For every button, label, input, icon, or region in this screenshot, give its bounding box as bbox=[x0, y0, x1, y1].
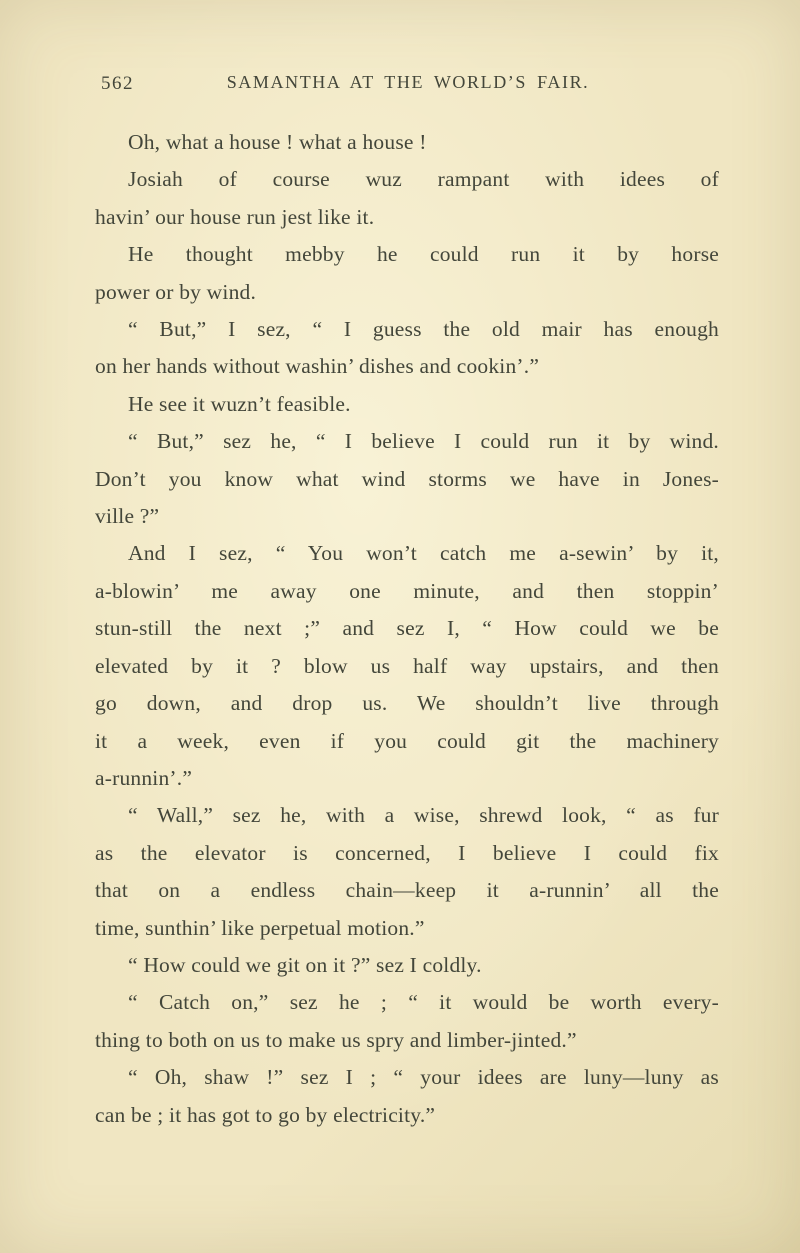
paragraph bbox=[95, 984, 719, 1059]
page-header bbox=[97, 72, 719, 98]
text-line: havin’ our house run jest like it. bbox=[95, 204, 375, 229]
paragraph bbox=[95, 311, 719, 386]
paragraph bbox=[95, 236, 719, 311]
text-line: time, sunthin’ like perpetual motion.” bbox=[95, 915, 425, 940]
text-line: “ Oh, shaw !” sez I ; “ your idees are luny—luny as bbox=[128, 1065, 719, 1090]
text-line: ville ?” bbox=[95, 504, 160, 529]
text-line: thing to both on us to make us spry and limber-jinted.” bbox=[95, 1027, 577, 1052]
text-line: power or by wind. bbox=[95, 279, 257, 304]
text-line: a-blowin’ me away one minute, and then stoppin’ bbox=[95, 578, 719, 603]
text-line: “ Wall,” sez he, with a wise, shrewd look, “ as fur bbox=[128, 803, 719, 828]
text-line: that on a endless chain—keep it a-runnin’ all the bbox=[95, 878, 719, 903]
page-number: 562 bbox=[101, 73, 134, 94]
running-title: SAMANTHA AT THE WORLD’S FAIR. bbox=[226, 72, 590, 92]
text-line: go down, and drop us. We shouldn’t live through bbox=[95, 691, 719, 716]
paragraph bbox=[95, 124, 719, 161]
paragraph bbox=[95, 161, 719, 236]
text-line: a-runnin’.” bbox=[95, 765, 193, 790]
paragraph bbox=[95, 947, 719, 984]
text-line: He thought mebby he could run it by horse bbox=[128, 242, 719, 267]
text-line: elevated by it ? blow us half way upstairs, and then bbox=[95, 653, 719, 678]
paragraph bbox=[95, 797, 719, 947]
paragraph bbox=[95, 386, 719, 423]
text-line: Don’t you know what wind storms we have in Jones- bbox=[95, 466, 719, 491]
text-block bbox=[95, 124, 719, 1134]
text-line: “ But,” sez he, “ I believe I could run it by wind. bbox=[128, 429, 719, 454]
text-line: it a week, even if you could git the machinery bbox=[95, 728, 719, 753]
text-line: on her hands without washin’ dishes and cookin’.” bbox=[95, 354, 540, 379]
text-line: “ Catch on,” sez he ; “ it would be worth every- bbox=[128, 990, 719, 1015]
text-line: And I sez, “ You won’t catch me a-sewin’ by it, bbox=[128, 541, 719, 566]
paragraph bbox=[95, 535, 719, 797]
paragraph bbox=[95, 1059, 719, 1134]
text-line: stun-still the next ;” and sez I, “ How could we be bbox=[95, 616, 719, 641]
paragraph bbox=[95, 423, 719, 535]
text-line: “ How could we git on it ?” sez I coldly. bbox=[128, 952, 482, 977]
text-line: Josiah of course wuz rampant with idees of bbox=[128, 167, 719, 192]
text-line: Oh, what a house ! what a house ! bbox=[128, 130, 427, 154]
text-line: “ But,” I sez, “ I guess the old mair has enough bbox=[128, 317, 719, 342]
text-line: as the elevator is concerned, I believe I could fix bbox=[95, 840, 719, 865]
text-line: He see it wuzn’t feasible. bbox=[128, 391, 351, 416]
text-line: can be ; it has got to go by electricity.” bbox=[95, 1102, 436, 1127]
